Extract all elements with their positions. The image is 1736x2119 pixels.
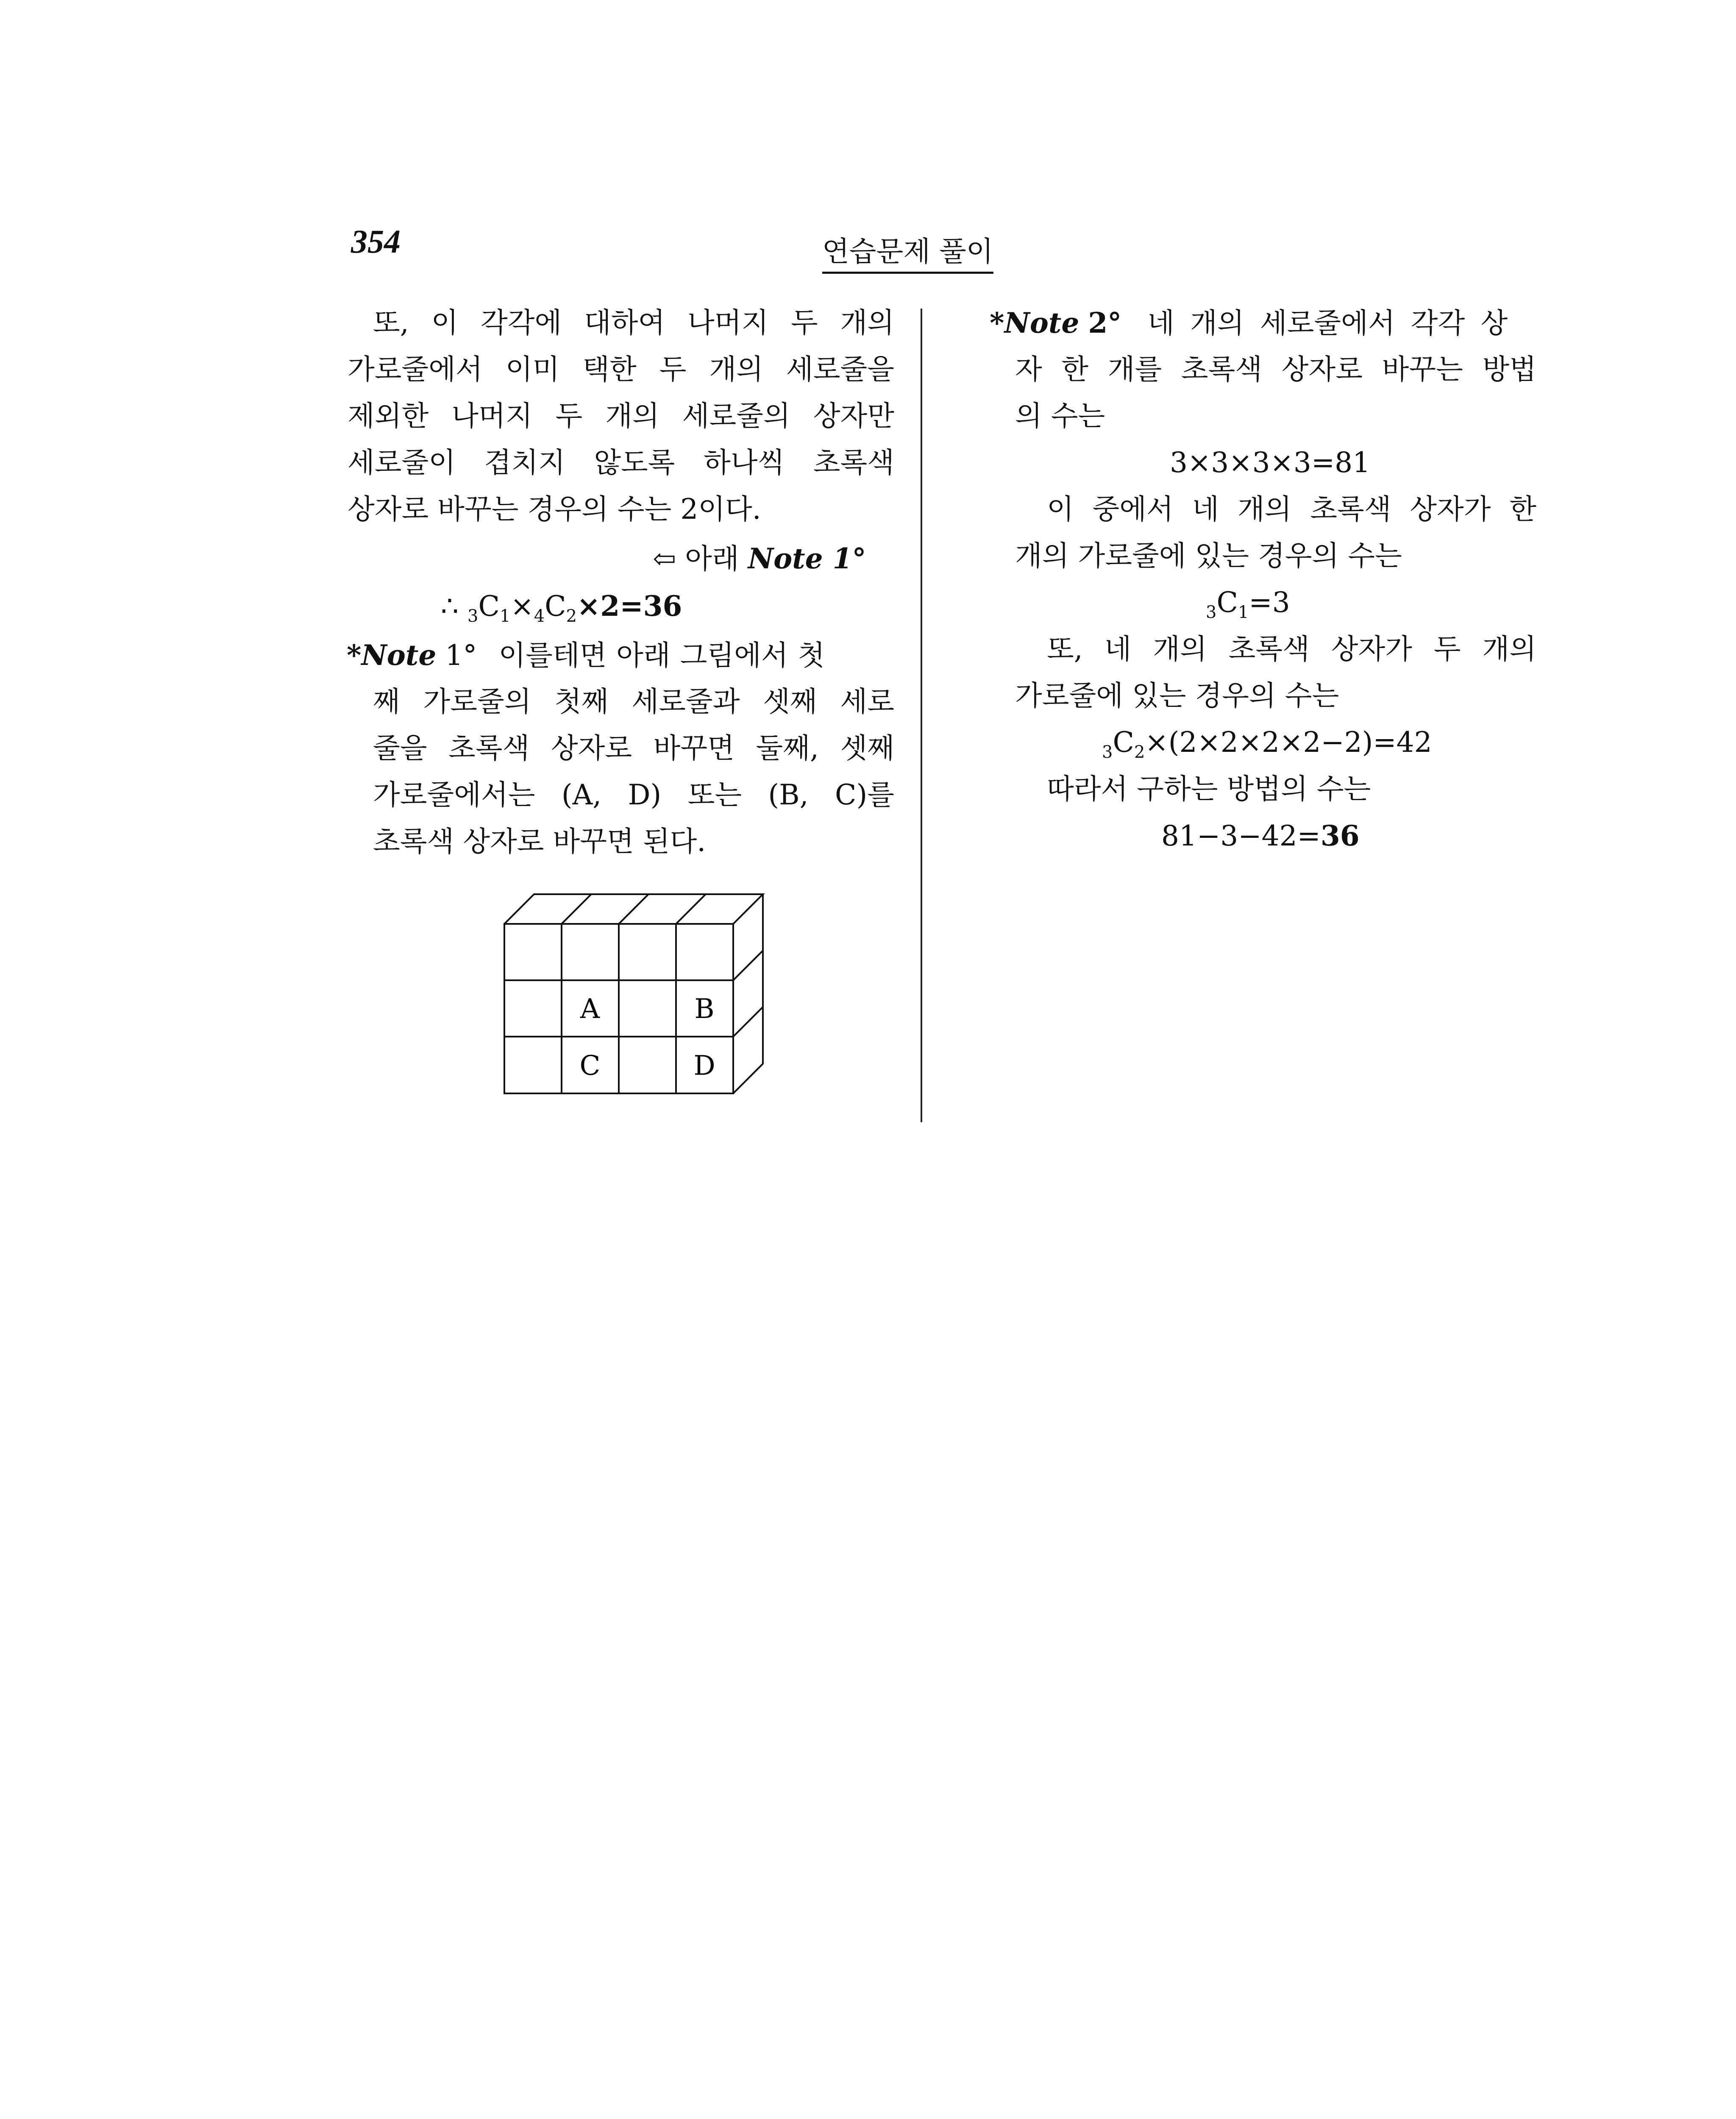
result-equation bbox=[441, 589, 682, 627]
note1-label: *Note bbox=[347, 639, 437, 672]
text-line: 의 수는 bbox=[1015, 400, 1105, 432]
text-line: 또, 네 개의 초록색 상자가 두 개의 bbox=[1047, 633, 1536, 665]
equation-81: 3×3×3×3=81 bbox=[1170, 446, 1371, 479]
eq-tail: ×(2×2×2×2−2)=42 bbox=[1145, 726, 1432, 759]
equation-3c1 bbox=[1206, 586, 1290, 623]
note-reference bbox=[653, 542, 866, 576]
eq-subscript: 2 bbox=[566, 606, 577, 626]
note1-number: 1° bbox=[445, 639, 477, 672]
eq-prefix: 3 bbox=[1102, 742, 1113, 762]
text-line: 가로줄에서 이미 택한 두 개의 세로줄을 bbox=[348, 353, 894, 386]
box-label-c: C bbox=[579, 1050, 601, 1082]
text-line: 이를테면 아래 그림에서 첫 bbox=[498, 639, 825, 672]
therefore-symbol: ∴ bbox=[441, 590, 459, 623]
eq-c: C bbox=[545, 590, 566, 623]
text-line: 이 중에서 네 개의 초록색 상자가 한 bbox=[1047, 493, 1536, 526]
text-line: 세로줄이 겹치지 않도록 하나씩 초록색 bbox=[348, 446, 894, 479]
eq-subscript: 1 bbox=[1238, 603, 1249, 622]
box-label-a: A bbox=[580, 993, 600, 1025]
text-line: 자 한 개를 초록색 상자로 바꾸는 방법 bbox=[1015, 353, 1536, 386]
column-divider bbox=[921, 309, 922, 1122]
text-line: 줄을 초록색 상자로 바꾸면 둘째, 셋째 bbox=[373, 732, 894, 765]
equation-final bbox=[1161, 819, 1360, 853]
eq-final-answer: 36 bbox=[1320, 819, 1360, 852]
text-line: 개의 가로줄에 있는 경우의 수는 bbox=[1015, 539, 1402, 572]
text-line: 네 개의 세로줄에서 각각 상 bbox=[1147, 307, 1508, 339]
note2-heading bbox=[990, 306, 1508, 340]
eq-subscript: 2 bbox=[1134, 742, 1145, 762]
eq-tail: ×2=36 bbox=[577, 590, 682, 623]
ref-note-label: Note 1° bbox=[748, 542, 866, 575]
eq-c: C bbox=[478, 590, 500, 623]
note2-label: *Note bbox=[990, 306, 1079, 339]
box-label-d: D bbox=[693, 1050, 715, 1082]
eq-prefix: 3 bbox=[467, 606, 479, 626]
eq-c: C bbox=[1216, 586, 1238, 619]
eq-final-text: 81−3−42= bbox=[1161, 820, 1321, 852]
box-grid-figure bbox=[500, 890, 776, 1110]
eq-tail: =3 bbox=[1249, 586, 1290, 619]
text-line: 초록색 상자로 바꾸면 된다. bbox=[373, 825, 706, 858]
text-line: 따라서 구하는 방법의 수는 bbox=[1047, 773, 1371, 805]
note1-heading bbox=[347, 638, 825, 673]
box-label-b: B bbox=[694, 993, 715, 1025]
running-title: 연습문제 풀이 bbox=[822, 229, 993, 274]
eq-prefix: 4 bbox=[534, 606, 545, 626]
text-line: 가로줄에 있는 경우의 수는 bbox=[1015, 679, 1339, 712]
eq-subscript: 1 bbox=[499, 606, 511, 626]
equation-42 bbox=[1102, 726, 1432, 763]
text-line: 째 가로줄의 첫째 세로줄과 셋째 세로 bbox=[373, 685, 894, 718]
text-line: 또, 이 각각에 대하여 나머지 두 개의 bbox=[373, 306, 894, 339]
text-line: 제외한 나머지 두 개의 세로줄의 상자만 bbox=[348, 400, 894, 432]
text-line: 가로줄에서는 (A, D) 또는 (B, C)를 bbox=[373, 779, 894, 811]
eq-prefix: 3 bbox=[1206, 603, 1217, 622]
eq-c: C bbox=[1113, 726, 1134, 759]
ref-arrow-text: ⇦ 아래 bbox=[653, 542, 739, 575]
page-number: 354 bbox=[351, 223, 401, 260]
eq-times: × bbox=[510, 590, 534, 623]
note2-number: 2° bbox=[1088, 306, 1122, 339]
text-line: 상자로 바꾸는 경우의 수는 2이다. bbox=[348, 493, 761, 526]
